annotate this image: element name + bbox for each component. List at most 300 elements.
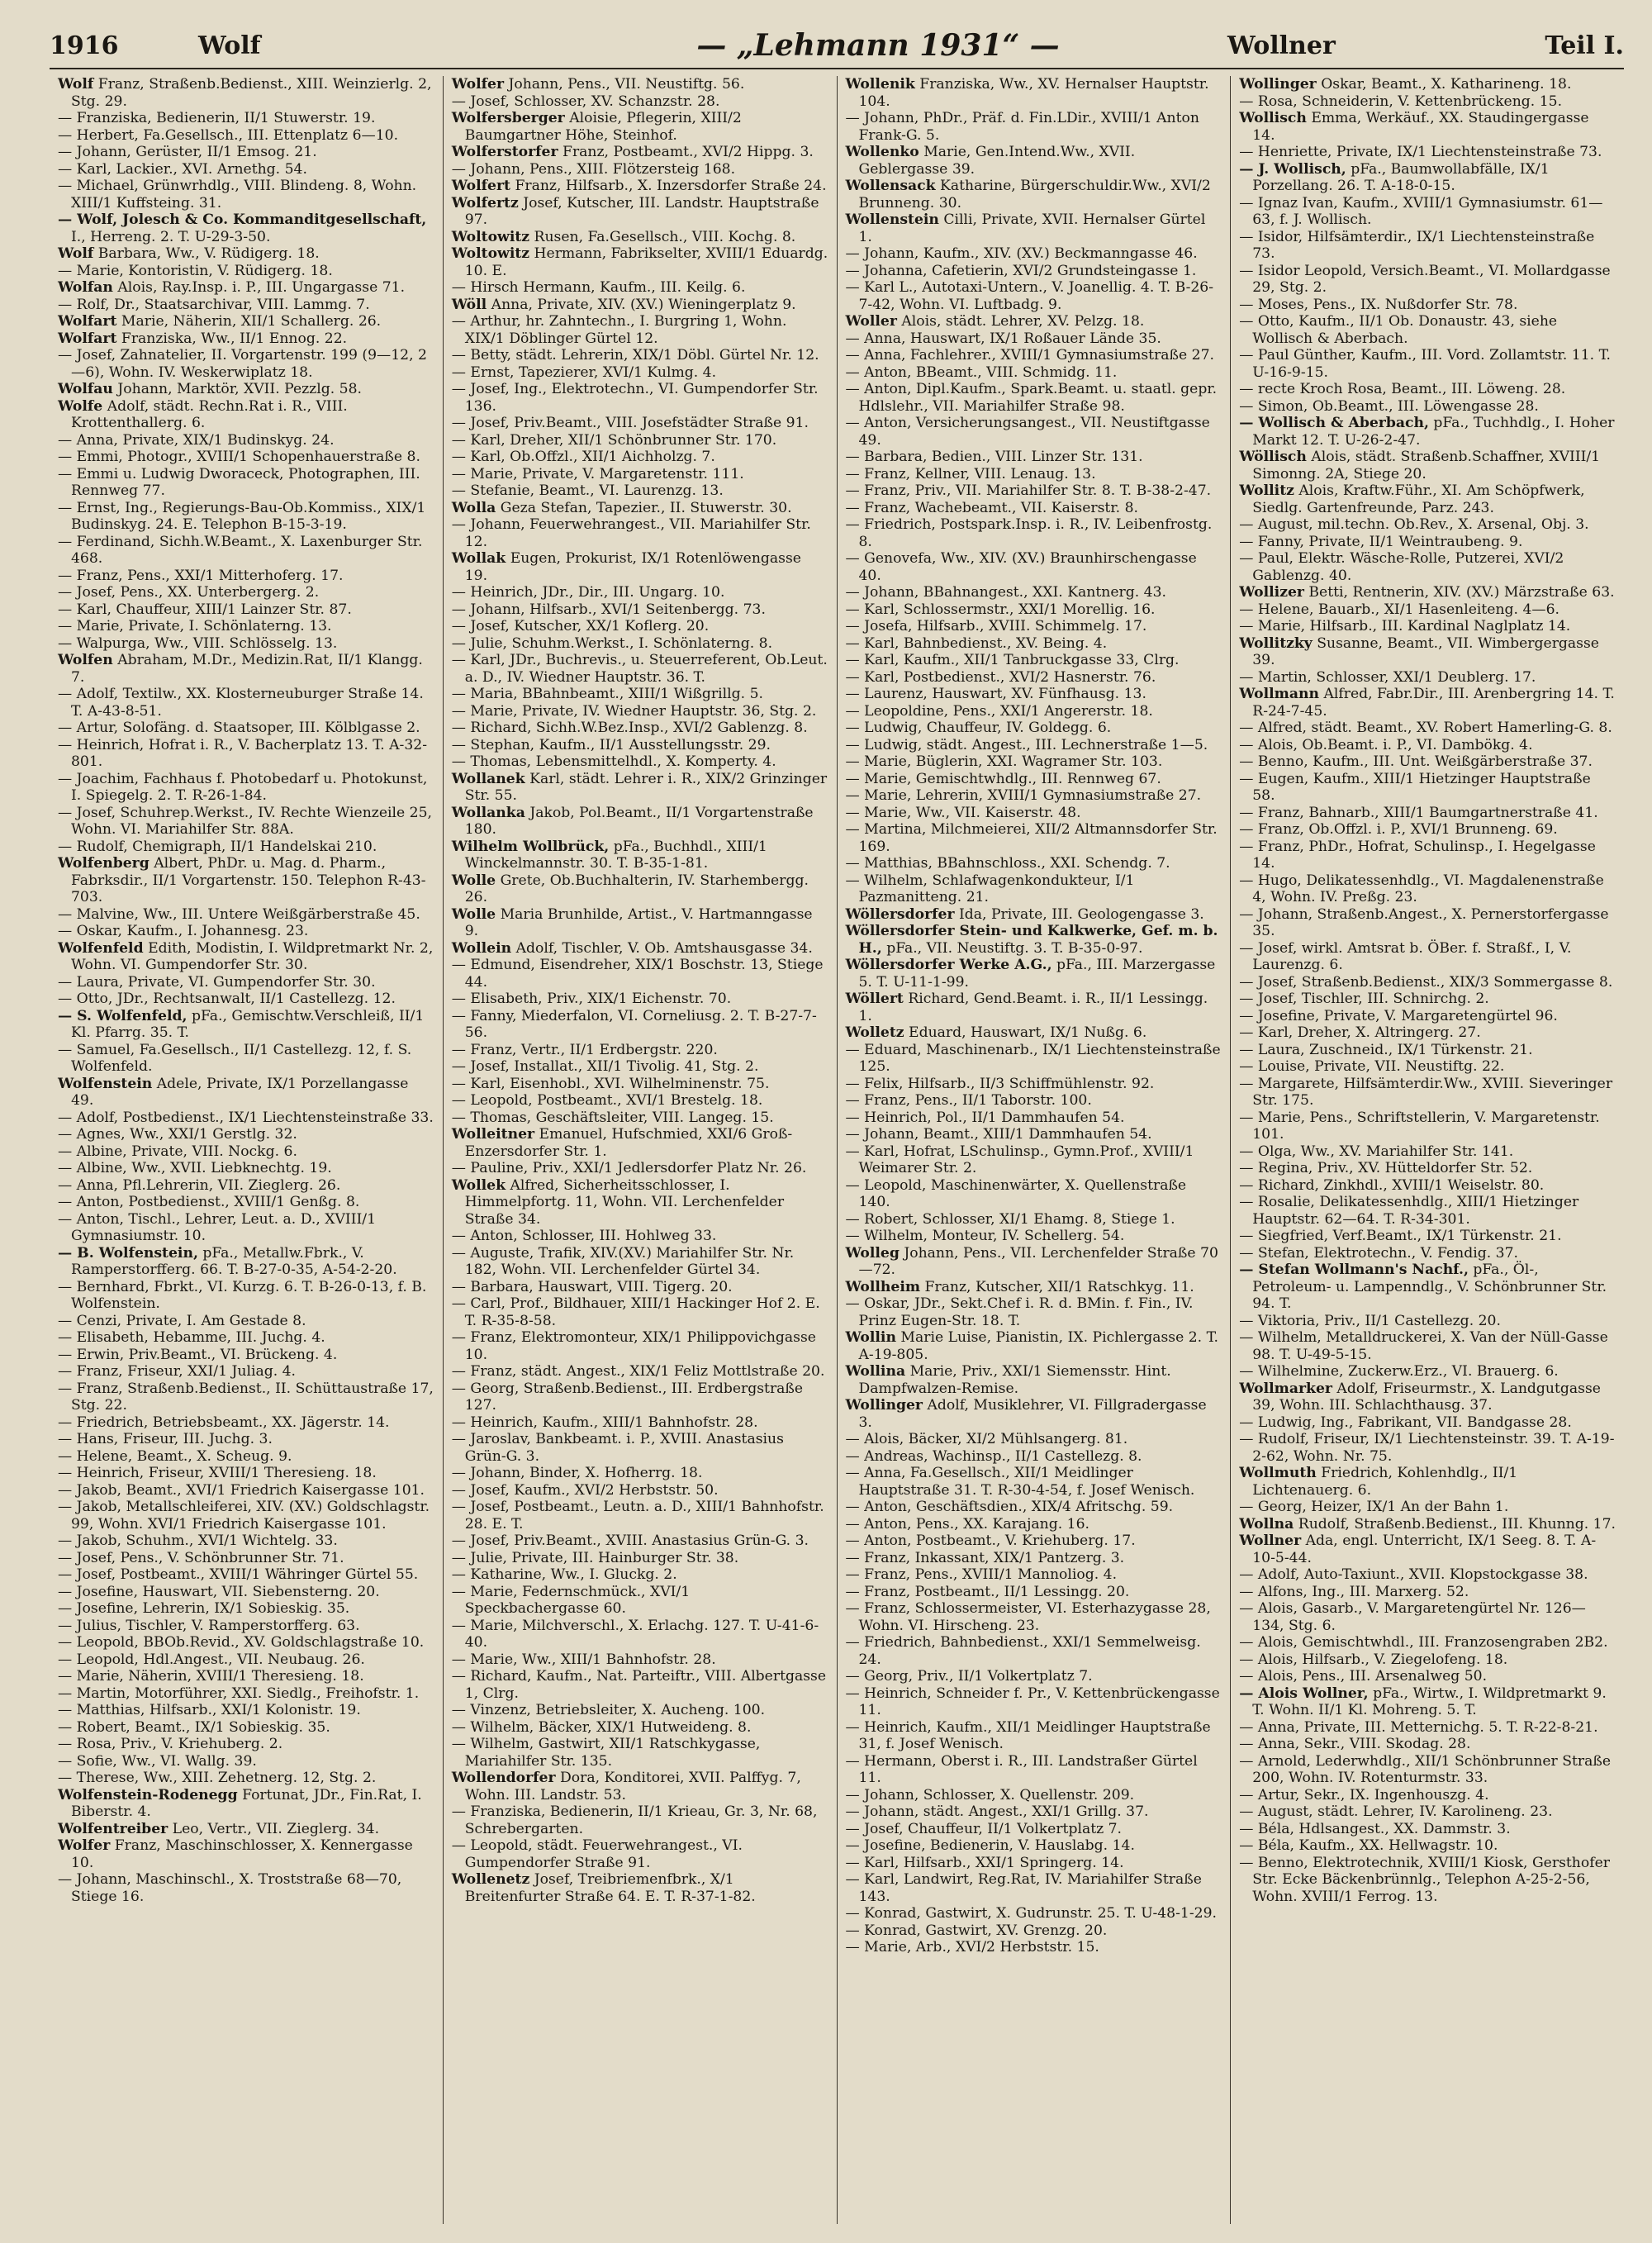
directory-entry (452, 1363, 828, 1380)
directory-entry (846, 1042, 1222, 1076)
directory-entry (452, 279, 828, 297)
directory-entry (1239, 720, 1616, 737)
directory-entry (1239, 805, 1616, 822)
entry-details: Marie Luise, Pianistin, IX. Pichlergasse 2. T. A-19-805. (858, 1329, 1218, 1363)
entry-details: — Anna, Private, III. Metternichg. 5. T. R-22-8-21. (1239, 1718, 1598, 1736)
entry-surname: Wolfen (58, 652, 113, 668)
entry-details: — Joachim, Fachhaus f. Photobedarf u. Photokunst, I. Spiegelg. 2. T. R-26-1-84. (58, 770, 428, 804)
directory-entry (846, 178, 1222, 211)
entry-details: Johann, Marktör, XVII. Pezzlg. 58. (117, 381, 362, 397)
entry-surname: Wolfau (58, 381, 113, 397)
entry-surname: — Wolf, Jolesch & Co. Kommanditgesellschaft, (58, 211, 427, 228)
directory-entry (1239, 1685, 1616, 1719)
entry-details: — Konrad, Gastwirt, XV. Grenzg. 20. (845, 1922, 1108, 1939)
entry-details: — Barbara, Bedien., VIII. Linzer Str. 131. (845, 449, 1143, 465)
directory-entry (846, 957, 1222, 991)
entry-details: — Heinrich, JDr., Dir., III. Ungarg. 10. (451, 584, 725, 601)
entry-details: — Josef, Schuhrep.Werkst., IV. Rechte Wienzeile 25, Wohn. VI. Mariahilfer Str. 88A. (58, 804, 432, 838)
directory-entry (1239, 1821, 1616, 1838)
directory-entry (452, 364, 828, 382)
entry-surname: Woltowitz (451, 245, 530, 262)
entry-details: — Artur, Solofäng. d. Staatsoper, III. Kölblgasse 2. (58, 720, 420, 736)
entry-details: Eugen, Prokurist, IX/1 Rotenlöwengasse 19. (464, 550, 801, 584)
entry-surname: Wolfer (451, 76, 505, 93)
entry-details: Franziska, Ww., XV. Hernalser Hauptstr. 104. (858, 76, 1209, 110)
entry-details: — Alois, Gemischtwhdl., III. Franzosengraben 2B2. (1239, 1634, 1608, 1651)
directory-entry (846, 550, 1222, 584)
entry-details: — Franz, Bahnarb., XIII/1 Baumgartnerstraße 41. (1239, 804, 1598, 821)
entry-surname: Wolla (451, 499, 496, 516)
entry-details: — Auguste, Trafik, XIV.(XV.) Mariahilfer Str. Nr. 182, Wohn. VII. Lerchenfelder Gürtel 34. (451, 1244, 795, 1278)
entry-details: — Josef, Straßenb.Bedienst., XIX/3 Sommergasse 8. (1239, 973, 1613, 991)
entry-details: — Rolf, Dr., Staatsarchivar, VIII. Lammg. 7. (58, 296, 370, 313)
directory-entry (58, 534, 434, 568)
directory-entry (846, 516, 1222, 550)
entry-surname: Wolfan (58, 279, 113, 296)
entry-details: — Leopold, BBOb.Revid., XV. Goldschlagstraße 10. (58, 1634, 425, 1651)
directory-entry (1239, 144, 1616, 161)
directory-entry (1239, 872, 1616, 906)
directory-entry (1239, 1803, 1616, 1821)
entry-details: — Marie, Arb., XVI/2 Herbststr. 15. (845, 1939, 1099, 1955)
entry-surname: Wolle (451, 905, 496, 923)
entry-details: Alfred, Fabr.Dir., III. Arenbergring 14. T. R-24-7-45. (1252, 686, 1615, 720)
directory-entry (1239, 93, 1616, 111)
directory-entry (1239, 534, 1616, 551)
directory-entry (452, 771, 828, 805)
column-1 (50, 76, 444, 2224)
entry-details: — Isidor, Hilfsämterdir., IX/1 Liechtensteinstraße 73. (1239, 228, 1595, 262)
entry-details: — Ernst, Ing., Regierungs-Bau-Ob.Kommiss., XIX/1 Budinskyg. 24. E. Telephon B-15-3-19. (58, 499, 426, 533)
directory-entry (846, 1584, 1222, 1601)
entry-details: — Karl, Bahnbedienst., XV. Being. 4. (845, 634, 1108, 652)
entry-details: pFa., III. Marzergasse 5. T. U-11-1-99. (858, 957, 1216, 991)
entry-surname: Wolfer (58, 1837, 111, 1854)
entry-details: Geza Stefan, Tapezier., II. Stuwerstr. 30. (500, 499, 792, 516)
entry-details: — Josefa, Hilfsarb., XVIII. Schimmelg. 17. (845, 618, 1147, 634)
directory-entry (452, 1499, 828, 1533)
entry-details: — Johann, PhDr., Präf. d. Fin.LDir., XVIII/1 Anton Frank-G. 5. (845, 110, 1199, 144)
directory-entry (452, 618, 828, 635)
entry-details: Emma, Werkäuf., XX. Staudingergasse 14. (1252, 110, 1589, 144)
entry-surname: Wöll (451, 296, 487, 313)
directory-entry (452, 1431, 828, 1465)
entry-details: Alois, Ray.Insp. i. P., III. Ungargasse 71. (117, 279, 406, 296)
directory-entry (1239, 737, 1616, 754)
directory-entry (58, 1160, 434, 1177)
directory-entry (1239, 1566, 1616, 1584)
directory-entry (846, 753, 1222, 771)
directory-entry (58, 127, 434, 145)
entry-surname: — Wollisch & Aberbach, (1239, 415, 1429, 431)
directory-entry (846, 313, 1222, 330)
directory-entry (58, 398, 434, 432)
directory-entry (1239, 1024, 1616, 1042)
directory-entry (846, 771, 1222, 788)
directory-entry (452, 1160, 828, 1177)
entry-details: — Josef, Kutscher, XX/1 Koflerg. 20. (451, 618, 710, 634)
directory-entry (1239, 313, 1616, 347)
entry-details: — Marie, Private, I. Schönlaterng. 13. (58, 618, 332, 634)
entry-surname: Wolfart (58, 330, 117, 347)
directory-entry (452, 1177, 828, 1228)
entry-details: Adolf, Tischler, V. Ob. Amtshausgasse 34. (515, 939, 813, 957)
entry-details: — Betty, städt. Lehrerin, XIX/1 Döbl. Gürtel Nr. 12. (451, 347, 819, 364)
directory-entry (846, 1143, 1222, 1177)
entry-details: — Eugen, Kaufm., XIII/1 Hietzinger Hauptstraße 58. (1239, 770, 1591, 804)
directory-entry (1239, 1228, 1616, 1245)
entry-details: — Fanny, Miederfalon, VI. Corneliusg. 2. T. B-27-7-56. (451, 1007, 817, 1041)
entry-details: — Josef, wirkl. Amtsrat b. ÖBer. f. Straßf., I, V. Laurenzg. 6. (1239, 939, 1572, 973)
entry-details: — Laura, Zuschneid., IX/1 Türkenstr. 21. (1239, 1041, 1533, 1058)
directory-entry (452, 1533, 828, 1550)
entry-details: — Matthias, BBahnschloss., XXI. Schendg. 7. (845, 855, 1170, 872)
entry-surname: Wollna (1239, 1515, 1294, 1533)
entry-details: — Marie, Gemischtwhdlg., III. Rennweg 67. (845, 770, 1161, 787)
entry-details: — Karl, Landwirt, Reg.Rat, IV. Mariahilfer Straße 143. (845, 1871, 1202, 1905)
entry-details: — Anton, Versicherungsangest., VII. Neustiftgasse 49. (845, 415, 1210, 449)
directory-entry (1239, 584, 1616, 601)
directory-entry (452, 1702, 828, 1719)
entry-details: — Oskar, Kaufm., I. Johannesg. 23. (58, 923, 309, 939)
entry-details: Adele, Private, IX/1 Porzellangasse 49. (71, 1075, 409, 1109)
directory-entry (58, 110, 434, 127)
entry-surname: Wollitzky (1239, 634, 1313, 652)
entry-details: — Heinrich, Hofrat i. R., V. Bacherplatz 13. T. A-32-801. (58, 736, 428, 770)
entry-details: — Marie, Ww., XIII/1 Bahnhofstr. 28. (451, 1651, 716, 1668)
directory-entry (846, 110, 1222, 144)
entry-details: — Fanny, Private, II/1 Weintraubeng. 9. (1239, 533, 1523, 550)
entry-details: Franz, Maschinschlosser, X. Kennergasse 10. (71, 1837, 413, 1871)
directory-entry (452, 805, 828, 839)
directory-entry (58, 1245, 434, 1279)
directory-entry (452, 1245, 828, 1279)
entry-details: — Alois, Gasarb., V. Margaretengürtel Nr. 126—134, Stg. 6. (1239, 1600, 1586, 1634)
entry-details: Friedrich, Kohlenhdlg., II/1 Lichtenauerg. 6. (1252, 1465, 1518, 1499)
directory-entry (846, 279, 1222, 313)
directory-entry (846, 364, 1222, 382)
entry-details: — Heinrich, Schneider f. Pr., V. Kettenbrückengasse 11. (845, 1685, 1220, 1718)
directory-entry (452, 1076, 828, 1093)
entry-details: — Josef, Priv.Beamt., XVIII. Anastasius Grün-G. 3. (451, 1533, 809, 1549)
directory-entry (452, 347, 828, 364)
entry-details: — Laurenz, Hauswart, XV. Fünfhausg. 13. (845, 686, 1146, 702)
entry-details: — Adolf, Auto-Taxiunt., XVII. Klopstockgasse 38. (1239, 1566, 1588, 1583)
directory-entry (58, 178, 434, 211)
entry-details: — Franz, Ob.Offzl. i. P., XVI/1 Brunneng. 69. (1239, 821, 1558, 838)
directory-entry (1239, 1584, 1616, 1601)
directory-entry (452, 93, 828, 111)
directory-entry (846, 1024, 1222, 1042)
directory-entry (846, 1905, 1222, 1922)
entry-details: — Robert, Schlosser, XI/1 Ehamg. 8, Stiege 1. (845, 1210, 1175, 1228)
entry-details: Aloisie, Pflegerin, XIII/2 Baumgartner Höhe, Steinhof. (464, 110, 742, 144)
directory-entry (58, 1042, 434, 1076)
directory-entry (58, 1482, 434, 1499)
entry-details: — Josef, Kaufm., XVI/2 Herbststr. 50. (451, 1481, 719, 1499)
entry-details: — Wilhelm, Gastwirt, XII/1 Ratschkygasse, Mariahilfer Str. 135. (451, 1736, 761, 1770)
directory-entry (58, 1668, 434, 1685)
entry-details: — Karl, Kaufm., XII/1 Tanbruckgasse 33, Clrg. (845, 652, 1180, 668)
entry-details: — Paul Günther, Kaufm., III. Vord. Zollamtstr. 11. T. U-16-9-15. (1239, 347, 1611, 381)
entry-details: Rudolf, Straßenb.Bedienst., III. Khunng. 17. (1298, 1515, 1616, 1533)
entry-surname: — Alois Wollner, (1239, 1685, 1369, 1702)
entry-details: Josef, Treibriemenfbrk., X/1 Breitenfurter Straße 64. E. T. R-37-1-82. (464, 1871, 756, 1905)
entry-details: — Helene, Beamt., X. Scheug. 9. (58, 1447, 292, 1465)
entry-details: — Albine, Ww., XVII. Liebknechtg. 19. (58, 1160, 332, 1176)
entry-details: — Alfons, Ing., III. Marxerg. 52. (1239, 1583, 1469, 1600)
entry-details: — Cenzi, Private, I. Am Gestade 8. (58, 1312, 306, 1329)
entry-details: — Marie, Lehrerin, XVIII/1 Gymnasiumstraße 27. (845, 787, 1202, 804)
directory-entry (58, 1634, 434, 1651)
entry-details: — Rosa, Schneiderin, V. Kettenbrückeng. 15. (1239, 93, 1563, 110)
entry-details: — Marie, Ww., VII. Kaiserstr. 48. (845, 804, 1081, 821)
entry-surname: Wöllersdorfer Werke A.G., (845, 957, 1052, 973)
directory-entry (58, 381, 434, 398)
directory-entry (846, 1228, 1222, 1245)
entry-details: Oskar, Beamt., X. Katharineng. 18. (1321, 76, 1572, 93)
entry-details: pFa., Öl-, Petroleum- u. Lampenndlg., V. Schönbrunner Str. 94. T. (1252, 1262, 1607, 1312)
directory-entry (846, 1855, 1222, 1872)
entry-details: — Felix, Hilfsarb., II/3 Schiffmühlenstr. 92. (845, 1075, 1155, 1092)
directory-entry (846, 449, 1222, 466)
directory-entry (846, 991, 1222, 1024)
directory-entry (1239, 1736, 1616, 1753)
entry-details: Leo, Vertr., VII. Zieglerg. 34. (172, 1820, 380, 1837)
entry-details: — Emmi u. Ludwig Dworaceck, Photographen, III. Rennweg 77. (58, 465, 420, 499)
entry-details: Alois, Kraftw.Führ., XI. Am Schöpfwerk, Siedlg. Gartenfreunde, Parz. 243. (1252, 482, 1585, 516)
entry-surname: — J. Wollisch, (1239, 160, 1346, 178)
entry-details: — Anton, Schlosser, III. Hohlweg 33. (451, 1228, 717, 1244)
entry-surname: Wollizer (1239, 584, 1304, 601)
directory-entry (58, 720, 434, 737)
directory-entry (58, 1279, 434, 1313)
entry-details: — Moses, Pens., IX. Nußdorfer Str. 78. (1239, 296, 1518, 313)
directory-entry (846, 1499, 1222, 1516)
entry-details: — Marie, Milchverschl., X. Erlachg. 127. T. U-41-6-40. (451, 1617, 819, 1651)
directory-entry (846, 669, 1222, 687)
directory-entry (1239, 1414, 1616, 1432)
directory-entry (1239, 771, 1616, 805)
directory-entry (1239, 839, 1616, 872)
directory-entry (452, 1126, 828, 1160)
directory-entry (1239, 381, 1616, 398)
directory-entry (58, 1787, 434, 1821)
directory-entry (452, 1770, 828, 1803)
column-3 (838, 76, 1232, 2224)
directory-entry (1239, 686, 1616, 720)
entry-surname: Wolfert (451, 178, 510, 194)
entry-details: — Katharine, Ww., I. Gluckg. 2. (451, 1566, 677, 1583)
directory-entry (58, 347, 434, 381)
directory-entry (452, 1736, 828, 1770)
entry-details: — Julie, Schuhm.Werkst., I. Schönlaterng. 8. (451, 634, 773, 652)
entry-surname: Wollanka (451, 804, 525, 821)
entry-details: — Johann, städt. Angest., XXI/1 Grillg. 37. (845, 1803, 1149, 1820)
directory-entry (58, 1076, 434, 1110)
directory-entry (58, 1465, 434, 1482)
entry-details: — Hermann, Oberst i. R., III. Landstraßer Gürtel 11. (845, 1752, 1198, 1786)
entry-details: — Johann, Hilfsarb., XVI/1 Seitenbergg. 73. (451, 601, 766, 618)
directory-entry (58, 1550, 434, 1567)
entry-details: Edith, Modistin, I. Wildpretmarkt Nr. 2, Wohn. VI. Gumpendorfer Str. 30. (71, 939, 434, 973)
directory-entry (1239, 1058, 1616, 1076)
entry-surname: Wollmarker (1239, 1380, 1332, 1397)
entry-details: — Johann, Pens., XIII. Flötzersteig 168. (451, 160, 736, 178)
entry-details: — Regina, Priv., XV. Hütteldorfer Str. 52. (1239, 1160, 1533, 1176)
entry-details: — Franz, Schlossermeister, VI. Esterhazygasse 28, Wohn. VI. Hirscheng. 23. (845, 1600, 1211, 1634)
entry-details: — Franz, Kellner, VIII. Lenaug. 13. (845, 465, 1096, 482)
directory-entry (452, 297, 828, 314)
entry-details: — Eduard, Maschinenarb., IX/1 Liechtensteinstraße 125. (845, 1041, 1221, 1075)
entry-details: — August, städt. Lehrer, IV. Karolineng. 23. (1239, 1803, 1553, 1820)
entry-details: — Karl, Hofrat, LSchulinsp., Gymn.Prof., XVIII/1 Weimarer Str. 2. (845, 1143, 1194, 1176)
entry-details: Barbara, Ww., V. Rüdigerg. 18. (97, 245, 320, 262)
directory-entry (1239, 449, 1616, 482)
directory-entry (452, 178, 828, 195)
directory-entry (58, 1533, 434, 1550)
entry-details: — Josef, Zahnatelier, II. Vorgartenstr. 199 (9—12, 2—6), Wohn. IV. Weskerwiplatz 18. (58, 347, 427, 381)
entry-details: — Leopoldine, Pens., XXI/1 Angererstr. 18. (845, 702, 1153, 720)
directory-entry (452, 957, 828, 991)
entry-surname: Wollak (451, 550, 506, 567)
entry-details: — Laura, Private, VI. Gumpendorfer Str. 30. (58, 973, 376, 991)
entry-details: — Simon, Ob.Beamt., III. Löwengasse 28. (1239, 397, 1539, 415)
directory-entry (452, 1058, 828, 1076)
directory-entry (58, 805, 434, 839)
entry-surname: Wolfart (58, 313, 117, 330)
directory-entry (58, 263, 434, 280)
entry-details: — Stefanie, Beamt., VI. Laurenzg. 13. (451, 482, 724, 499)
entry-details: — Josef, Pens., V. Schönbrunner Str. 71. (58, 1549, 344, 1566)
directory-entry (58, 1871, 434, 1905)
entry-details: — Richard, Kaufm., Nat. Parteiftr., VIII. Albertgasse 1, Clrg. (451, 1668, 827, 1702)
directory-entry (1239, 1600, 1616, 1634)
directory-entry (58, 297, 434, 314)
directory-entry (452, 482, 828, 500)
entry-details: Adolf, Musiklehrer, VI. Fillgradergasse 3. (858, 1397, 1207, 1431)
directory-entry (1239, 1719, 1616, 1737)
entry-details: — Erwin, Priv.Beamt., VI. Brückeng. 4. (58, 1346, 338, 1363)
entry-details: — Franz, Friseur, XXI/1 Juliag. 4. (58, 1363, 297, 1380)
directory-entry (846, 1092, 1222, 1110)
directory-entry (58, 1719, 434, 1737)
page-number: 1916 (50, 31, 119, 60)
entry-details: — Franz, Vertr., II/1 Erdbergstr. 220. (451, 1041, 718, 1058)
directory-entry (452, 1042, 828, 1059)
entry-details: — Josef, Pens., XX. Unterbergerg. 2. (58, 584, 320, 601)
directory-entry (846, 1397, 1222, 1431)
directory-entry (1239, 618, 1616, 635)
entry-details: — Otto, Kaufm., II/1 Ob. Donaustr. 43, siehe Wollisch & Aberbach. (1239, 313, 1558, 347)
entry-details: — Wilhelm, Metalldruckerei, X. Van der Nüll-Gasse 98. T. U-49-5-15. (1239, 1329, 1608, 1363)
directory-entry (1239, 753, 1616, 771)
directory-entry (846, 1363, 1222, 1397)
directory-entry (1239, 482, 1616, 516)
entry-surname: Wolletz (845, 1024, 904, 1041)
directory-entry (1239, 1076, 1616, 1110)
entry-details: — Rudolf, Chemigraph, II/1 Handelskai 210. (58, 838, 377, 855)
entry-details: — Josef, Priv.Beamt., VIII. Josefstädter Straße 91. (451, 415, 809, 431)
entry-details: — Richard, Sichh.W.Bez.Insp., XVI/2 Gablenzg. 8. (451, 720, 808, 736)
entry-details: pFa., Baumwollabfälle, IX/1 Porzellang. 26. T. A-18-0-15. (1252, 160, 1550, 194)
directory-entry (58, 1837, 434, 1871)
entry-details: — Wilhelmine, Zuckerw.Erz., VI. Brauerg. 6. (1239, 1363, 1559, 1380)
entry-details: Ada, engl. Unterricht, IX/1 Seeg. 8. T. A-10-5-44. (1252, 1533, 1597, 1566)
entry-details: — Josefine, Hauswart, VII. Siebensterng. 20. (58, 1583, 380, 1600)
directory-entry (846, 1871, 1222, 1905)
entry-details: — Leopold, Hdl.Angest., VII. Neubaug. 26. (58, 1651, 365, 1668)
directory-entry (846, 1448, 1222, 1466)
entry-details: — Marie, Federnschmück., XVI/1 Speckbachergasse 60. (451, 1583, 691, 1617)
entry-surname: Wollenetz (451, 1871, 530, 1888)
entry-details: — Johann, Maschinschl., X. Troststraße 68—70, Stiege 16. (58, 1871, 402, 1905)
directory-entry (58, 839, 434, 856)
entry-surname: Wöllersdorfer Stein- und Kalkwerke, Gef. m. b. H., (845, 923, 1218, 957)
entry-details: — Josefine, Lehrerin, IX/1 Sobieskig. 35. (58, 1600, 350, 1617)
directory-entry (846, 76, 1222, 110)
directory-entry (452, 1482, 828, 1499)
entry-details: — Georg, Priv., II/1 Volkertplatz 7. (845, 1668, 1093, 1685)
directory-entry (452, 737, 828, 754)
entry-details: pFa., Tuchhdlg., I. Hoher Markt 12. T. U-26-2-47. (1252, 415, 1615, 449)
entry-details: — Alois, Hilfsarb., V. Ziegelofeng. 18. (1239, 1651, 1508, 1668)
entry-details: — Michael, Grünwrhdlg., VIII. Blindeng. 8, Wohn. XIII/1 Kuffsteing. 31. (58, 178, 417, 211)
entry-details: Eduard, Hauswart, IX/1 Nußg. 6. (909, 1024, 1147, 1041)
entry-details: — August, mil.techn. Ob.Rev., X. Arsenal, Obj. 3. (1239, 516, 1589, 533)
entry-details: — Rosalie, Delikatessenhdlg., XIII/1 Hietzinger Hauptstr. 62—64. T. R-34-301. (1239, 1194, 1579, 1228)
entry-surname: Wolf (58, 245, 94, 262)
directory-entry (1239, 1143, 1616, 1161)
entry-details: — Leopold, städt. Feuerwehrangest., VI. Gumpendorfer Straße 91. (451, 1837, 743, 1871)
directory-entry (1239, 1787, 1616, 1804)
directory-entry (452, 516, 828, 550)
entry-details: — Rudolf, Friseur, IX/1 Liechtensteinstr. 39. T. A-19-2-62, Wohn. Nr. 75. (1239, 1431, 1615, 1465)
entry-details: — Sofie, Ww., VI. Wallg. 39. (58, 1752, 257, 1770)
directory-entry (452, 652, 828, 686)
entry-surname: — Stefan Wollmann's Nachf., (1239, 1262, 1469, 1278)
directory-entry (452, 1008, 828, 1042)
entry-details: — Elisabeth, Priv., XIX/1 Eichenstr. 70. (451, 991, 732, 1007)
entry-details: — Agnes, Ww., XXI/1 Gerstlg. 32. (58, 1126, 297, 1143)
entry-details: — Martin, Schlosser, XXI/1 Deublerg. 17. (1239, 668, 1536, 686)
entry-surname: Wolferstorfer (451, 144, 558, 160)
directory-entry (1239, 1837, 1616, 1855)
directory-entry (58, 76, 434, 110)
entry-surname: Wollek (451, 1176, 506, 1194)
directory-entry (452, 1668, 828, 1702)
entry-details: Anna, Private, XIV. (XV.) Wieningerplatz 9. (491, 296, 796, 313)
entry-details: — Carl, Prof., Bildhauer, XIII/1 Hackinger Hof 2. E. T. R-35-8-58. (451, 1295, 820, 1329)
directory-entry (452, 1566, 828, 1584)
entry-details: — Oskar, JDr., Sekt.Chef i. R. d. BMin. f. Fin., IV. Prinz Eugen-Str. 18. T. (845, 1295, 1194, 1329)
entry-details: — Franz, Pens., XVIII/1 Mannoliog. 4. (845, 1566, 1118, 1583)
directory-entry (452, 584, 828, 601)
entry-details: — Johann, Gerüster, II/1 Emsog. 21. (58, 144, 317, 160)
entry-details: — Anton, Dipl.Kaufm., Spark.Beamt. u. staatl. gepr. Hdlslehr., VII. Mariahilfer Straße 98. (845, 381, 1218, 415)
entry-details: — Karl, Dreher, X. Altringerg. 27. (1239, 1024, 1481, 1041)
directory-entry (846, 1685, 1222, 1719)
directory-entry (846, 872, 1222, 906)
directory-entry (452, 195, 828, 229)
entry-surname: Wollinger (1239, 76, 1317, 93)
directory-entry (452, 703, 828, 720)
directory-entry (1239, 1753, 1616, 1787)
entry-surname: Wolle (451, 872, 496, 889)
directory-entry (846, 618, 1222, 635)
directory-entry (1239, 263, 1616, 297)
entry-details: — Jakob, Beamt., XVI/1 Friedrich Kaisergasse 101. (58, 1481, 425, 1499)
